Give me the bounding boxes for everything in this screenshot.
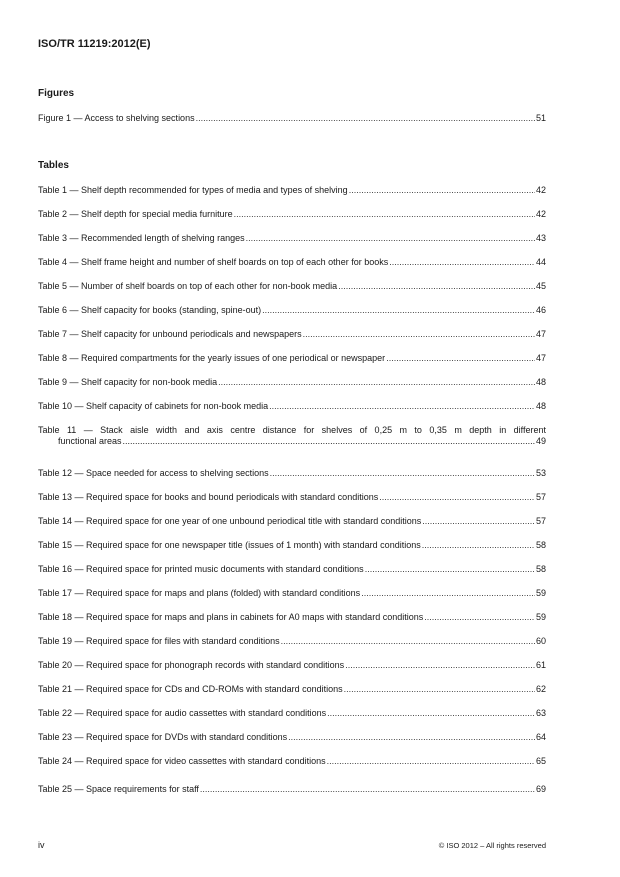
leader-dots: [424, 611, 535, 623]
toc-entry-page: 57: [535, 516, 546, 526]
toc-entry-label: Table 14 — Required space for one year of one unbound periodical title with standard conditions: [38, 516, 422, 526]
toc-entry-label: Figure 1 — Access to shelving sections: [38, 113, 195, 123]
toc-entry-table-8[interactable]: [38, 352, 546, 364]
toc-entry-table-1[interactable]: [38, 184, 546, 196]
toc-entry-page: 53: [535, 468, 546, 478]
toc-entry-table-24[interactable]: [38, 755, 546, 767]
toc-entry-table-20[interactable]: [38, 659, 546, 671]
toc-entry-table-6[interactable]: [38, 304, 546, 316]
leader-dots: [234, 208, 535, 220]
toc-entry-page: 62: [535, 684, 546, 694]
toc-entry-page: 42: [535, 209, 546, 219]
toc-entry-page: 59: [535, 612, 546, 622]
toc-entry-label: Table 23 — Required space for DVDs with standard conditions: [38, 732, 288, 742]
leader-dots: [361, 587, 535, 599]
leader-dots: [422, 539, 535, 551]
toc-entry-label: Table 13 — Required space for books and bound periodicals with standard conditions: [38, 492, 379, 502]
document-id: ISO/TR 11219:2012(E): [38, 38, 151, 50]
toc-entry-label: Table 10 — Shelf capacity of cabinets for non-book media: [38, 401, 269, 411]
leader-dots: [288, 731, 535, 743]
toc-entry-page: 57: [535, 492, 546, 502]
toc-entry-table-11[interactable]: [38, 425, 546, 447]
footer-page-number: iv: [38, 840, 45, 850]
toc-entry-table-16[interactable]: [38, 563, 546, 575]
leader-dots: [196, 112, 535, 124]
leader-dots: [365, 563, 535, 575]
toc-entry-page: 58: [535, 540, 546, 550]
toc-entry-table-10[interactable]: [38, 400, 546, 412]
toc-entry-page: 46: [535, 305, 546, 315]
toc-entry-label: Table 9 — Shelf capacity for non-book media: [38, 377, 218, 387]
toc-entry-label: Table 24 — Required space for video cassettes with standard conditions: [38, 756, 326, 766]
toc-entry-label: Table 21 — Required space for CDs and CD-ROMs with standard conditions: [38, 684, 343, 694]
toc-entry-table-23[interactable]: [38, 731, 546, 743]
toc-entry-label: Table 17 — Required space for maps and plans (folded) with standard conditions: [38, 588, 361, 598]
figures-heading: Figures: [38, 88, 75, 99]
toc-entry-table-12[interactable]: [38, 467, 546, 479]
toc-entry-label: Table 22 — Required space for audio cassettes with standard conditions: [38, 708, 327, 718]
footer-copyright: © ISO 2012 – All rights reserved: [438, 841, 546, 850]
toc-entry-page: 59: [535, 588, 546, 598]
leader-dots: [349, 184, 535, 196]
toc-entry-table-2[interactable]: [38, 208, 546, 220]
toc-entry-label: Table 15 — Required space for one newspaper title (issues of 1 month) with standard conditions: [38, 540, 421, 550]
toc-entry-table-19[interactable]: [38, 635, 546, 647]
leader-dots: [422, 515, 535, 527]
toc-entry-table-3[interactable]: [38, 232, 546, 244]
toc-entry-page: 63: [535, 708, 546, 718]
toc-entry-page: 47: [535, 329, 546, 339]
leader-dots: [123, 436, 535, 447]
toc-entry-page: 65: [535, 756, 546, 766]
toc-entry-table-21[interactable]: [38, 683, 546, 695]
leader-dots: [246, 232, 535, 244]
toc-entry-page: 51: [535, 113, 546, 123]
toc-entry-page: 42: [535, 185, 546, 195]
toc-entry-table-25[interactable]: [38, 783, 546, 795]
toc-entry-label: Table 4 — Shelf frame height and number of shelf boards on top of each other for books: [38, 257, 389, 267]
toc-entry-label: Table 3 — Recommended length of shelving ranges: [38, 233, 245, 243]
toc-entry-label: Table 25 — Space requirements for staff: [38, 784, 199, 794]
toc-entry-table-14[interactable]: [38, 515, 546, 527]
leader-dots: [389, 256, 535, 268]
leader-dots: [345, 659, 535, 671]
tables-heading: Tables: [38, 160, 69, 171]
toc-entry-label-line1: Table 11 — Stack aisle width and axis centre distance for shelves of 0,25 m to 0,35 m depth in different: [38, 425, 546, 435]
toc-entry-label-line2: functional areas: [58, 436, 122, 446]
toc-entry-label: Table 7 — Shelf capacity for unbound periodicals and newspapers: [38, 329, 302, 339]
toc-entry-table-4[interactable]: [38, 256, 546, 268]
toc-entry-page: 44: [535, 257, 546, 267]
toc-entry-table-22[interactable]: [38, 707, 546, 719]
toc-entry-table-7[interactable]: [38, 328, 546, 340]
toc-entry-page: 64: [535, 732, 546, 742]
toc-entry-page: 49: [535, 436, 546, 446]
toc-entry-page: 58: [535, 564, 546, 574]
leader-dots: [303, 328, 535, 340]
leader-dots: [270, 467, 535, 479]
toc-entry-label: Table 16 — Required space for printed music documents with standard conditions: [38, 564, 364, 574]
toc-entry-label: Table 18 — Required space for maps and plans in cabinets for A0 maps with standard conditions: [38, 612, 424, 622]
leader-dots: [386, 352, 535, 364]
leader-dots: [218, 376, 535, 388]
leader-dots: [327, 707, 535, 719]
toc-entry-label: Table 8 — Required compartments for the yearly issues of one periodical or newspaper: [38, 353, 386, 363]
toc-entry-figure-1[interactable]: [38, 112, 546, 124]
leader-dots: [281, 635, 535, 647]
leader-dots: [379, 491, 535, 503]
toc-entry-table-15[interactable]: [38, 539, 546, 551]
leader-dots: [262, 304, 535, 316]
toc-entry-page: 45: [535, 281, 546, 291]
toc-entry-table-5[interactable]: [38, 280, 546, 292]
toc-entry-page: 60: [535, 636, 546, 646]
toc-entry-page: 43: [535, 233, 546, 243]
toc-entry-label: Table 1 — Shelf depth recommended for types of media and types of shelving: [38, 185, 348, 195]
toc-entry-page: 48: [535, 377, 546, 387]
toc-entry-label: Table 12 — Space needed for access to shelving sections: [38, 468, 269, 478]
toc-entry-table-18[interactable]: [38, 611, 546, 623]
toc-entry-page: 69: [535, 784, 546, 794]
toc-entry-table-13[interactable]: [38, 491, 546, 503]
leader-dots: [269, 400, 535, 412]
leader-dots: [200, 783, 535, 795]
toc-entry-label: Table 19 — Required space for files with standard conditions: [38, 636, 280, 646]
leader-dots: [344, 683, 535, 695]
toc-entry-page: 61: [535, 660, 546, 670]
toc-entry-label: Table 2 — Shelf depth for special media furniture: [38, 209, 233, 219]
leader-dots: [338, 280, 535, 292]
toc-entry-label: Table 20 — Required space for phonograph records with standard conditions: [38, 660, 345, 670]
toc-entry-table-17[interactable]: [38, 587, 546, 599]
toc-entry-page: 48: [535, 401, 546, 411]
toc-entry-label: Table 5 — Number of shelf boards on top of each other for non-book media: [38, 281, 338, 291]
leader-dots: [327, 755, 535, 767]
toc-entry-label: Table 6 — Shelf capacity for books (standing, spine-out): [38, 305, 262, 315]
toc-entry-table-9[interactable]: [38, 376, 546, 388]
toc-entry-page: 47: [535, 353, 546, 363]
